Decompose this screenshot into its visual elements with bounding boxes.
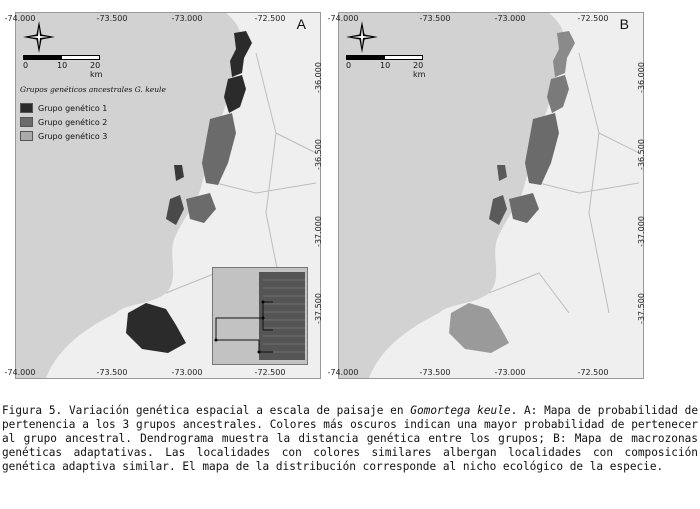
lat-tick: -37.500 — [637, 293, 647, 324]
caption-suffix: . A: Mapa de probabilidad de pertenencia a los 3 grupos ancestrales. Colores más oscuros indican una mayor probabilidad de pertenecer al grupo ancestral. Dendrograma muestra la distancia genética entre los grupos; B: Mapa de macrozonas genéticas adaptativas. Las localidades con colores similares albergan localidades con composición genética adaptiva similar. El mapa de la distribución corresponde al nicho ecológico de la especie. — [2, 404, 699, 473]
patch-south-mid — [166, 195, 184, 225]
zone-south-mid — [489, 195, 507, 225]
legend-title: Grupos genéticos ancestrales G. keule — [20, 85, 166, 94]
lon-tick-top: -72.500 — [577, 14, 609, 23]
patch-mid-small — [174, 165, 184, 181]
lat-tick: -36.500 — [314, 139, 324, 170]
compass-icon — [346, 21, 378, 53]
caption-species: Gomortega keule — [410, 404, 511, 417]
caption-text — [2, 404, 698, 474]
lon-tick-bottom: -73.500 — [419, 368, 451, 377]
lon-tick-top: -74.000 — [4, 14, 36, 23]
scale-label-zero: 0 — [346, 61, 352, 70]
lat-tick: -36.000 — [637, 62, 647, 93]
dendrogram — [213, 268, 307, 364]
lat-tick: -36.500 — [637, 139, 647, 170]
lon-tick-bottom: -74.000 — [327, 368, 359, 377]
legend-item — [20, 117, 166, 127]
panel-letter: B — [619, 16, 629, 32]
figure-caption — [2, 404, 698, 474]
legend-item — [20, 103, 166, 113]
scale-label-end: 20 km — [90, 61, 103, 79]
lon-tick-top: -74.000 — [327, 14, 359, 23]
dendrogram-inset — [212, 267, 308, 365]
map-panel-a — [4, 12, 324, 379]
lon-tick-bottom: -73.500 — [96, 368, 128, 377]
compass-icon — [23, 21, 55, 53]
caption-prefix: Figura 5. Variación genética espacial a escala de paisaje en — [2, 404, 411, 417]
legend-swatch — [20, 117, 33, 127]
lon-tick-bottom: -72.500 — [577, 368, 609, 377]
panel-letter: A — [296, 16, 306, 32]
lat-tick: -37.000 — [637, 216, 647, 247]
legend-swatch — [20, 103, 33, 113]
lon-tick-top: -72.500 — [254, 14, 286, 23]
scale-bar — [23, 55, 105, 79]
map-panel-b — [327, 12, 647, 379]
lon-tick-top: -73.500 — [419, 14, 451, 23]
lon-tick-bottom: -73.000 — [494, 368, 526, 377]
legend-swatch — [20, 131, 33, 141]
lat-tick: -37.500 — [314, 293, 324, 324]
legend-label: Grupo genético 2 — [38, 117, 108, 127]
scale-label-zero: 0 — [23, 61, 29, 70]
scale-bar — [346, 55, 428, 79]
lon-tick-top: -73.000 — [171, 14, 203, 23]
legend-item — [20, 131, 166, 141]
scale-label-mid: 10 — [380, 61, 391, 70]
scale-label-mid: 10 — [57, 61, 68, 70]
lon-tick-bottom: -72.500 — [254, 368, 286, 377]
legend-label: Grupo genético 1 — [38, 103, 108, 113]
zone-mid-small — [497, 165, 507, 181]
lon-tick-top: -73.500 — [96, 14, 128, 23]
lat-tick: -37.000 — [314, 216, 324, 247]
lon-tick-bottom: -74.000 — [4, 368, 36, 377]
lon-tick-top: -73.000 — [494, 14, 526, 23]
legend-label: Grupo genético 3 — [38, 131, 108, 141]
lon-tick-bottom: -73.000 — [171, 368, 203, 377]
legend — [20, 85, 166, 145]
lat-tick: -36.000 — [314, 62, 324, 93]
scale-label-end: 20 km — [413, 61, 426, 79]
